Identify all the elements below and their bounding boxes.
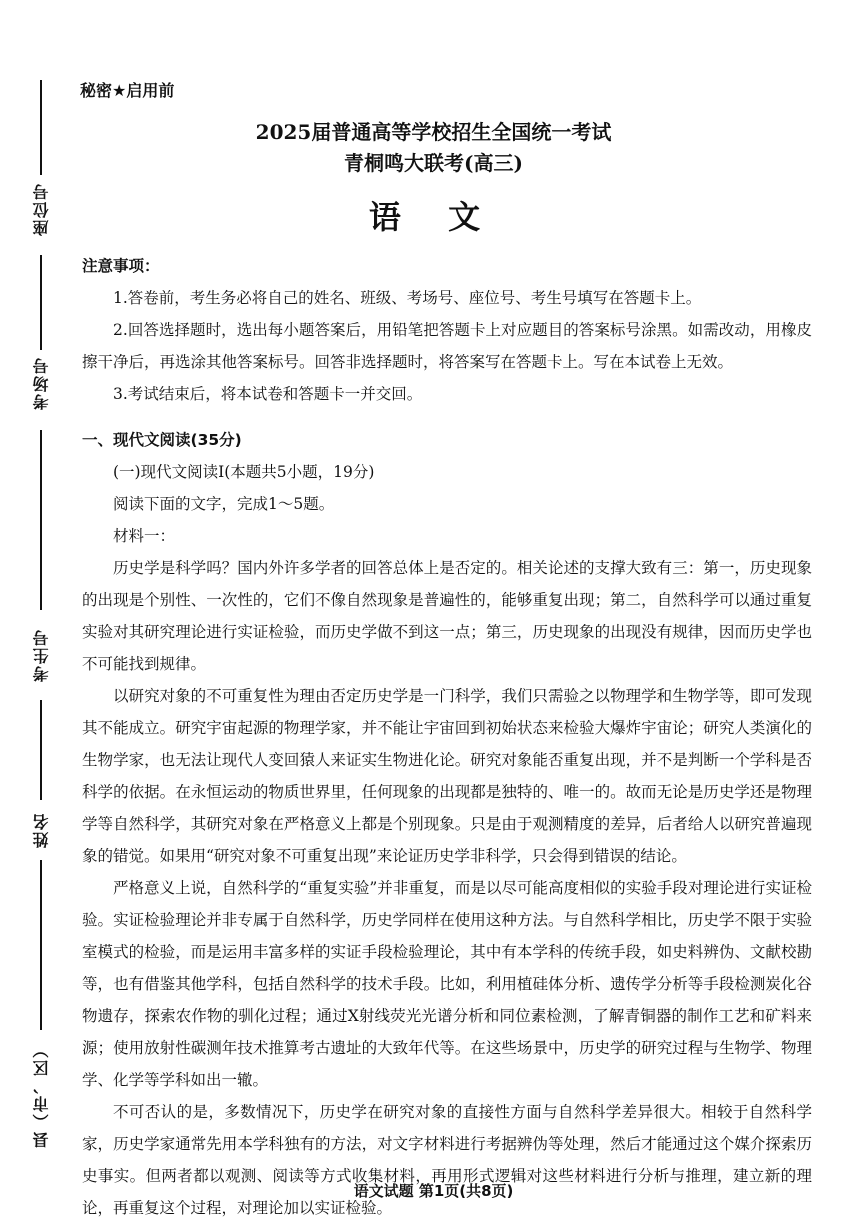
subsection-title: (一)现代文阅读Ⅰ(本题共5小题，19分) [113,463,375,481]
exam-body [82,250,812,1224]
county-line [40,860,42,1030]
room-line [40,255,42,350]
exam-title: 2025届普通高等学校招生全国统一考试 [255,120,612,144]
reading-instruction: 阅读下面的文字，完成1～5题。 [113,495,335,513]
section-title: 一、现代文阅读(35分) [82,431,242,449]
examinee-number-label: 考生号 [32,628,51,682]
name-line [40,700,42,800]
material-paragraph: 严格意义上说，自然科学的“重复实验”并非重复，而是以尽可能高度相似的实验手段对理论进行实证检验。实证检验理论并非专属于自然科学，历史学同样在使用这种方法。与自然科学相比，历史学不限于实验室模式的检验，而是运用丰富多样的实证手段检验理论，其中有本学科的传统手段，如史料辨伪、文献校勘等，也有借鉴其他学科，包括自然科学的技术手段。比如，利用植硅体分析、遗传学分析等手段检测炭化谷物遗存，探索农作物的驯化过程；通过X射线荧光光谱分析和同位素检测，了解青铜器的制作工艺和矿料来源；使用放射性碳测年技术推算考古遗址的大致年代等。在这些场景中，历史学的研究过程与生物学、物理学、化学等学科如出一辙。 [82,879,812,1089]
exam-subtitle: 青桐鸣大联考(高三) [344,151,523,175]
material-label: 材料一： [113,527,176,545]
notice-item: 2.回答选择题时，选出每小题答案后，用铅笔把答题卡上对应题目的答案标号涂黑。如需改动，用橡皮擦干净后，再选涂其他答案标号。回答非选择题时，将答案写在答题卡上。写在本试卷上无效。 [82,321,812,371]
notice-item: 3.考试结束后，将本试卷和答题卡一并交回。 [113,385,423,403]
page-footer: 语文试题 第1页(共8页) [353,1182,514,1200]
notice-title: 注意事项： [82,257,160,275]
room-number-label: 考场号 [32,356,51,410]
material-paragraph: 以研究对象的不可重复性为理由否定历史学是一门科学，我们只需验之以物理学和生物学等，即可发现其不能成立。研究宇宙起源的物理学家，并不能让宇宙回到初始状态来检验大爆炸宇宙论；研究人类演化的生物学家，也无法让现代人变回猿人来证实生物进化论。研究对象能否重复出现，并不是判断一个学科是否科学的依据。在永恒运动的物质世界里，任何现象的出现都是独特的、唯一的。故而无论是历史学还是物理学等自然科学，其研究对象在严格意义上都是个别现象。只是由于观测精度的差异，后者给人以研究普遍现象的错觉。如果用“研究对象不可重复出现”来论证历史学非科学，只会得到错误的结论。 [82,687,812,865]
name-label: 姓名 [32,812,51,848]
material-paragraph: 不可否认的是，多数情况下，历史学在研究对象的直接性方面与自然科学差异很大。相较于自然科学家，历史学家通常先用本学科独有的方法，对文字材料进行考据辨伪等处理，然后才能通过这个媒介探索历史事实。但两者都以观测、阅读等方式收集材料，再用形式逻辑对这些材料进行分析与推理，建立新的理论，再重复这个过程，对理论加以实证检验。 [82,1103,812,1217]
county-label: 县（市、区） [32,1040,51,1148]
confidential-mark: 秘密★启用前 [80,81,175,100]
seat-number-label: 座位号 [32,182,51,236]
binding-strip [0,0,70,1226]
material-paragraph: 历史学是科学吗？国内外许多学者的回答总体上是否定的。相关论述的支撑大致有三：第一，历史现象的出现是个别性、一次性的，它们不像自然现象是普遍性的，能够重复出现；第二，自然科学可以通过重复实验对其研究理论进行实证检验，而历史学做不到这一点；第三，历史现象的出现没有规律，因而历史学也不可能找到规律。 [82,559,812,673]
examinee-line [40,430,42,610]
notice-item: 1.答卷前，考生务必将自己的姓名、班级、考场号、座位号、考生号填写在答题卡上。 [113,289,702,307]
subject-title: 语 文 [368,198,499,236]
